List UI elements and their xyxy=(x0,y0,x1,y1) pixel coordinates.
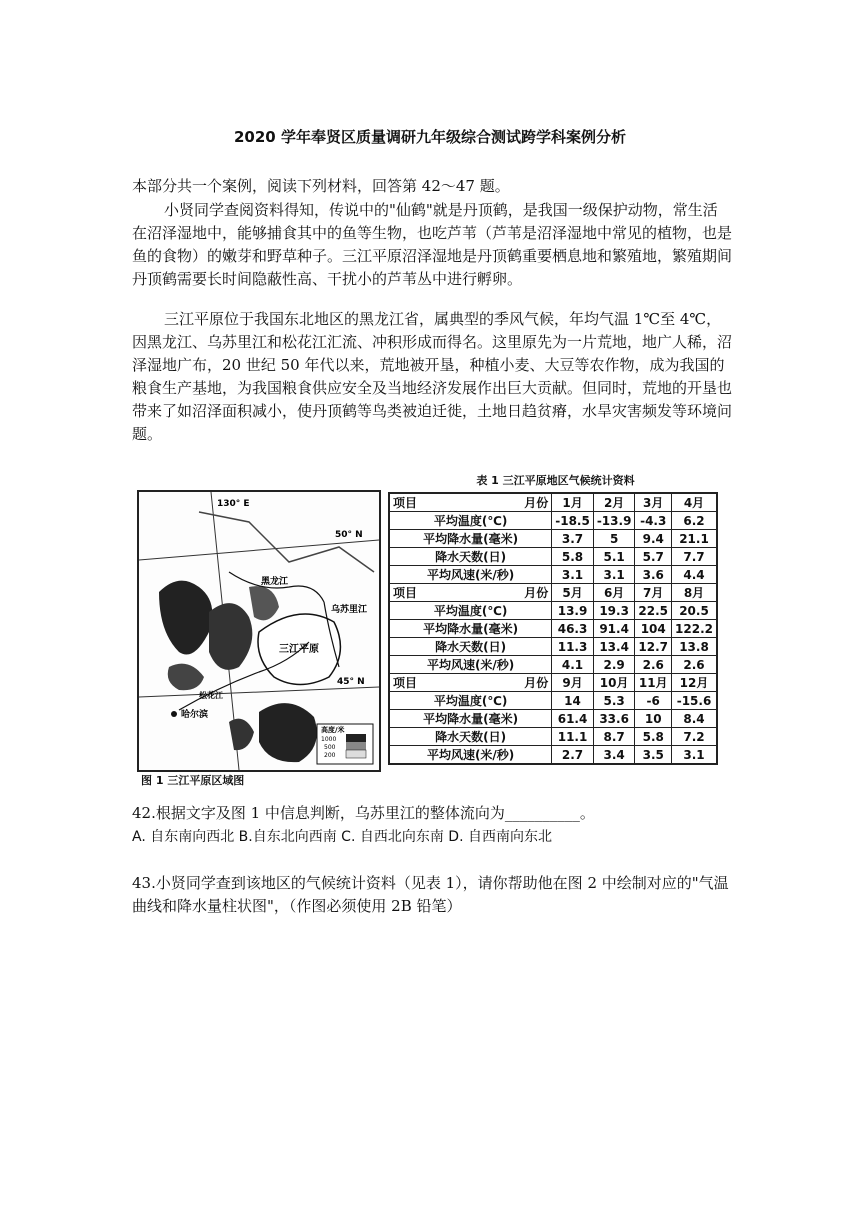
month-cell: 3月 xyxy=(635,493,672,512)
table-row xyxy=(389,638,717,656)
map-illustration xyxy=(139,492,379,770)
lat50-label: 50° N xyxy=(335,530,363,540)
row-label: 平均风速(米/秒) xyxy=(389,566,552,584)
table-row xyxy=(389,710,717,728)
value-cell: -6 xyxy=(635,692,672,710)
value-cell: 2.6 xyxy=(635,656,672,674)
value-cell: -18.5 xyxy=(552,512,594,530)
row-label: 降水天数(日) xyxy=(389,728,552,746)
value-cell: 46.3 xyxy=(552,620,594,638)
month-cell: 5月 xyxy=(552,584,594,602)
value-cell: 4.1 xyxy=(552,656,594,674)
value-cell: 12.7 xyxy=(635,638,672,656)
value-cell: 104 xyxy=(635,620,672,638)
value-cell: 3.1 xyxy=(593,566,635,584)
table-row xyxy=(389,692,717,710)
value-cell: 2.9 xyxy=(593,656,635,674)
value-cell: 3.5 xyxy=(635,746,672,765)
value-cell: 20.5 xyxy=(672,602,717,620)
row-label: 平均温度(℃) xyxy=(389,692,552,710)
question-42-options: A. 自东南向西北 B.自东北向西南 C. 自西北向东南 D. 自西南向东北 xyxy=(132,829,552,845)
value-cell: 91.4 xyxy=(593,620,635,638)
month-cell: 9月 xyxy=(552,674,594,692)
page-title: 2020 学年奉贤区质量调研九年级综合测试跨学科案例分析 xyxy=(234,128,626,146)
table-row xyxy=(389,602,717,620)
legend-value-2: 500 xyxy=(324,744,336,751)
table-row xyxy=(389,620,717,638)
climate-table xyxy=(388,492,718,765)
row-label: 降水天数(日) xyxy=(389,548,552,566)
value-cell: 3.4 xyxy=(593,746,635,765)
value-cell: 5.3 xyxy=(593,692,635,710)
value-cell: 8.7 xyxy=(593,728,635,746)
header-month-label: 月份 xyxy=(524,496,549,510)
header-cell xyxy=(389,584,552,602)
table-row xyxy=(389,512,717,530)
question-43: 43.小贤同学查到该地区的气候统计资料（见表 1），请你帮助他在图 2 中绘制对应的"气温曲线和降水量柱状图"，（作图必须使用 2B 铅笔） xyxy=(132,874,729,915)
month-cell: 6月 xyxy=(593,584,635,602)
header-item-label: 项目 xyxy=(393,676,418,690)
value-cell: 5.1 xyxy=(593,548,635,566)
table-row xyxy=(389,728,717,746)
value-cell: 7.2 xyxy=(672,728,717,746)
legend-value-3: 200 xyxy=(324,752,336,759)
table-row xyxy=(389,746,717,765)
value-cell: 3.1 xyxy=(672,746,717,765)
value-cell: 3.7 xyxy=(552,530,594,548)
value-cell: 11.1 xyxy=(552,728,594,746)
table-1 xyxy=(388,470,723,765)
intro-text: 本部分共一个案例，阅读下列材料，回答第 42～47 题。 xyxy=(132,177,510,195)
month-cell: 10月 xyxy=(593,674,635,692)
legend-value-1: 1000 xyxy=(321,736,337,743)
row-label: 平均温度(℃) xyxy=(389,602,552,620)
figure-1-caption: 图 1 三江平原区域图 xyxy=(141,774,245,787)
value-cell: 8.4 xyxy=(672,710,717,728)
river-wusuli-label: 乌苏里江 xyxy=(331,605,368,615)
table-1-caption: 表 1 三江平原地区气候统计资料 xyxy=(476,474,635,487)
value-cell: 3.6 xyxy=(635,566,672,584)
river-songhua-label: 松花江 xyxy=(199,691,223,700)
header-month-label: 月份 xyxy=(524,586,549,600)
row-label: 降水天数(日) xyxy=(389,638,552,656)
row-label: 平均风速(米/秒) xyxy=(389,746,552,765)
value-cell: 13.8 xyxy=(672,638,717,656)
value-cell: 61.4 xyxy=(552,710,594,728)
value-cell: 5.8 xyxy=(635,728,672,746)
row-label: 平均降水量(毫米) xyxy=(389,710,552,728)
paragraph-2: 三江平原位于我国东北地区的黑龙江省，属典型的季风气候，年均气温 1℃至 4℃，因黑龙江、乌苏里江和松花江汇流、冲积形成而得名。这里原先为一片荒地，地广人稀，沼泽湿地广布，20 世纪 50 年代以来，荒地被开垦，种植小麦、大豆等农作物，成为我国的粮食生产基地，为我国粮食供应安全及当地经济发展作出巨大贡献。但同时，荒地的开垦也带来了如沼泽面积减小，使丹顶鹤等鸟类被迫迁徙，土地日趋贫瘠，水旱灾害频发等环境问题。 xyxy=(132,310,733,443)
value-cell: -13.9 xyxy=(593,512,635,530)
value-cell: 13.9 xyxy=(552,602,594,620)
month-cell: 7月 xyxy=(635,584,672,602)
table-row xyxy=(389,548,717,566)
value-cell: 9.4 xyxy=(635,530,672,548)
value-cell: 122.2 xyxy=(672,620,717,638)
value-cell: 10 xyxy=(635,710,672,728)
value-cell: 5.8 xyxy=(552,548,594,566)
header-cell xyxy=(389,674,552,692)
region-label: 三江平原 xyxy=(279,644,319,655)
table-header-row xyxy=(389,584,717,602)
row-label: 平均风速(米/秒) xyxy=(389,656,552,674)
legend-title: 高度/米 xyxy=(321,726,345,734)
row-label: 平均降水量(毫米) xyxy=(389,620,552,638)
value-cell: 6.2 xyxy=(672,512,717,530)
table-row xyxy=(389,566,717,584)
value-cell: 7.7 xyxy=(672,548,717,566)
value-cell: 5.7 xyxy=(635,548,672,566)
table-row xyxy=(389,656,717,674)
header-item-label: 项目 xyxy=(393,586,418,600)
table-row xyxy=(389,530,717,548)
value-cell: -15.6 xyxy=(672,692,717,710)
value-cell: 21.1 xyxy=(672,530,717,548)
value-cell: 13.4 xyxy=(593,638,635,656)
lat45-label: 45° N xyxy=(337,677,365,687)
month-cell: 4月 xyxy=(672,493,717,512)
month-cell: 12月 xyxy=(672,674,717,692)
value-cell: 2.7 xyxy=(552,746,594,765)
header-item-label: 项目 xyxy=(393,496,418,510)
paragraph-1: 小贤同学查阅资料得知，传说中的"仙鹤"就是丹顶鹤，是我国一级保护动物，常生活在沼泽湿地中，能够捕食其中的鱼等生物，也吃芦苇（芦苇是沼泽湿地中常见的植物，也是鱼的食物）的嫩芽和野草种子。三江平原沼泽湿地是丹顶鹤重要栖息地和繁殖地，繁殖期间丹顶鹤需要长时间隐蔽性高、干扰小的芦苇丛中进行孵卵。 xyxy=(132,201,733,288)
month-cell: 1月 xyxy=(552,493,594,512)
value-cell: 11.3 xyxy=(552,638,594,656)
map-frame xyxy=(137,490,381,772)
month-cell: 8月 xyxy=(672,584,717,602)
value-cell: 3.1 xyxy=(552,566,594,584)
value-cell: 19.3 xyxy=(593,602,635,620)
value-cell: 4.4 xyxy=(672,566,717,584)
month-cell: 2月 xyxy=(593,493,635,512)
figure-1-map xyxy=(137,490,377,790)
row-label: 平均温度(℃) xyxy=(389,512,552,530)
value-cell: 33.6 xyxy=(593,710,635,728)
table-header-row xyxy=(389,674,717,692)
question-42: 42.根据文字及图 1 中信息判断，乌苏里江的整体流向为__________。 xyxy=(132,804,595,822)
value-cell: 22.5 xyxy=(635,602,672,620)
lon-label: 130° E xyxy=(217,499,250,509)
value-cell: 14 xyxy=(552,692,594,710)
row-label: 平均降水量(毫米) xyxy=(389,530,552,548)
month-cell: 11月 xyxy=(635,674,672,692)
city-label: 哈尔滨 xyxy=(181,710,209,720)
header-month-label: 月份 xyxy=(524,676,549,690)
value-cell: 2.6 xyxy=(672,656,717,674)
value-cell: 5 xyxy=(593,530,635,548)
value-cell: -4.3 xyxy=(635,512,672,530)
river-heilong-label: 黑龙江 xyxy=(261,577,289,587)
header-cell xyxy=(389,493,552,512)
table-header-row xyxy=(389,493,717,512)
